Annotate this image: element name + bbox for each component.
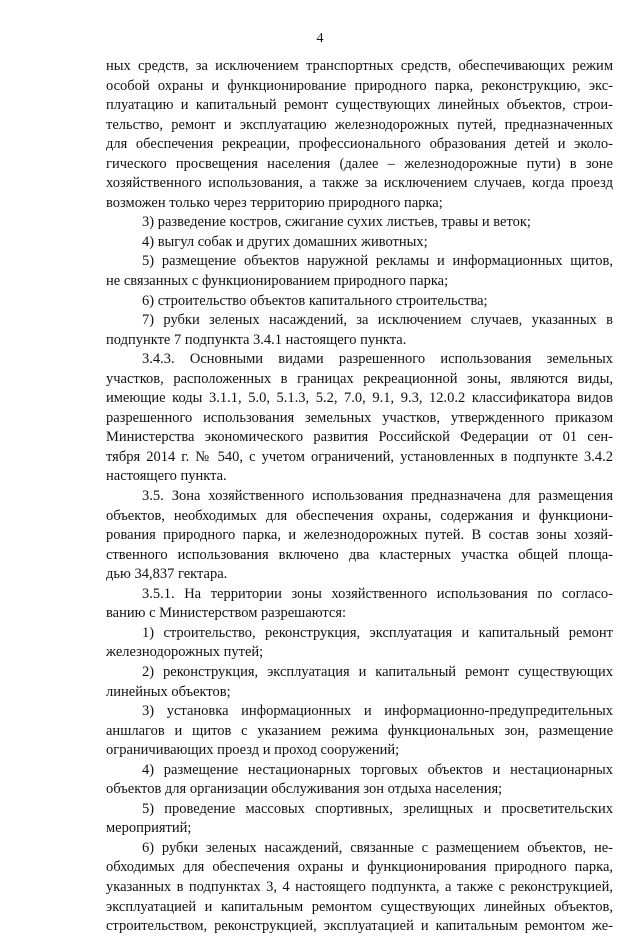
page-number: 4 [316,31,324,46]
text-line: ственного использования включено два кластерных участка общей площа- [106,546,613,563]
text-line: Министерства экономического развития Российской Федерации от 01 сен- [106,429,613,446]
text-line: строительством, реконструкцией, эксплуатацией и капитальным ремонтом же- [106,918,613,935]
text-line: возможен только через территорию природного парка; [106,194,443,211]
text-line: мероприятий; [106,820,192,837]
text-line: 3) разведение костров, сжигание сухих листьев, травы и веток; [142,214,531,231]
text-line: эксплуатацией и капитальным ремонтом существующих линейных объектов, [106,898,613,915]
text-line: для обеспечения рекреации, профессионального образования детей и эколо- [106,136,613,153]
text-line: тября 2014 г. № 540, с учетом ограничений, установленных в подпункте 3.4.2 [106,448,613,465]
text-line: 5) размещение объектов наружной рекламы и информационных щитов, [142,253,613,270]
text-line: хозяйственного использования, а также за исключением случаев, когда проезд [106,175,613,192]
text-line: ванию с Министерством разрешаются: [106,605,347,622]
text-line: особой охраны и функционирование природного парка, реконструкцию, экс- [106,77,613,94]
text-line: имеющие коды 3.1.1, 5.0, 5.1.3, 5.2, 7.0, 9.1, 9.3, 12.0.2 классификатора видов [106,390,613,407]
text-line: аншлагов и щитов с указанием режима функциональных зон, размещение [106,722,613,739]
text-line: 4) размещение нестационарных торговых объектов и нестационарных [142,761,613,778]
text-line: 2) реконструкция, эксплуатация и капитальный ремонт существующих [142,663,613,680]
text-line: указанных в подпунктах 3, 4 настоящего подпункта, а также с реконструкцией, [106,878,613,895]
text-line: объектов для организации обслуживания зон отдыха населения; [106,781,503,798]
text-line: 4) выгул собак и других домашних животных; [142,233,428,250]
text-line: объектов, необходимых для обеспечения охраны, содержания и функциони- [106,507,613,524]
text-line: 3.5. Зона хозяйственного использования предназначена для размещения [142,488,613,505]
document-body [106,57,613,937]
text-line: плуатацию и капитальный ремонт существующих линейных объектов, строи- [106,97,613,114]
text-line: 3) установка информационных и информационно-предупредительных [142,703,613,720]
text-line: настоящего пункта. [106,468,227,485]
text-line: обходимых для обеспечения охраны и функционирования природного парка, [106,859,613,876]
text-line: 3.5.1. На территории зоны хозяйственного использования по согласо- [142,585,613,602]
text-line: ных средств, за исключением транспортных средств, обеспечивающих режим [106,58,613,74]
text-line: 5) проведение массовых спортивных, зрелищных и просветительских [142,800,613,817]
text-line: дью 34,837 гектара. [106,566,228,583]
text-line: тельство, ремонт и эксплуатацию железнодорожных путей, предназначенных [106,116,613,133]
text-line: 6) строительство объектов капитального строительства; [142,292,488,309]
text-line: линейных объектов; [106,683,231,700]
text-line: подпункте 7 подпункта 3.4.1 настоящего пункта. [106,331,407,348]
text-line: рования природного парка, и железнодорожных путей. В состав зоны хозяй- [106,527,613,544]
text-line: ограничивающих проезд и проход сооружений; [106,742,400,759]
text-line: гического просвещения населения (далее – железнодорожные пути) в зоне [106,155,613,172]
text-line: 6) рубки зеленых насаждений, связанные с размещением объектов, не- [142,839,613,856]
text-line: 7) рубки зеленых насаждений, за исключением случаев, указанных в [142,312,613,329]
text-line: не связанных с функционированием природного парка; [106,273,449,290]
text-line: разрешенного использования земельных участков, утвержденного приказом [106,409,613,426]
text-line: железнодорожных путей; [106,644,264,661]
text-line: участков, расположенных в границах рекреационной зоны, являются виды, [106,370,613,387]
text-line: 3.4.3. Основными видами разрешенного использования земельных [142,351,613,368]
text-line: 1) строительство, реконструкция, эксплуатация и капитальный ремонт [142,624,613,641]
